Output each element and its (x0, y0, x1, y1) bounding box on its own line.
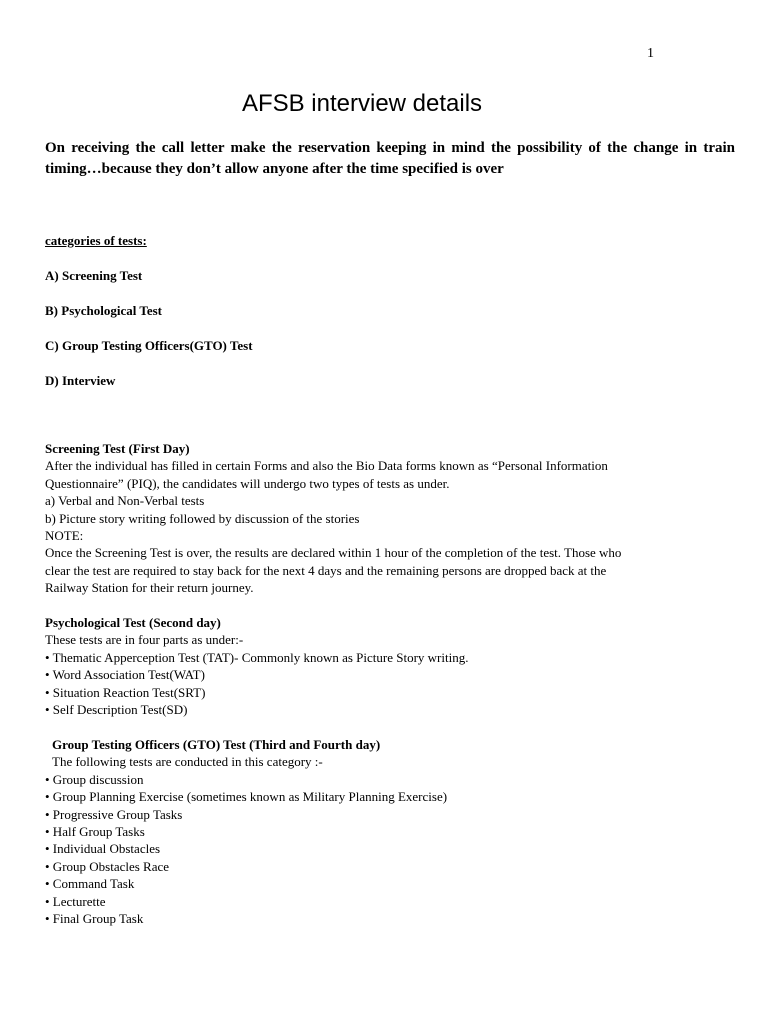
body-line: These tests are in four parts as under:- (45, 632, 244, 648)
list-item: • Final Group Task (45, 911, 144, 927)
list-item: • Progressive Group Tasks (45, 806, 183, 822)
body-line: NOTE: (45, 528, 84, 544)
list-item: • Thematic Apperception Test (TAT)- Commonly known as Picture Story writing. (45, 649, 469, 665)
list-item: • Group discussion (45, 771, 144, 787)
category-item: C) Group Testing Officers(GTO) Test (45, 338, 253, 353)
list-item: • Group Obstacles Race (45, 858, 170, 874)
categories-list (45, 232, 735, 389)
list-item: • Word Association Test(WAT) (45, 667, 205, 683)
category-item: D) Interview (45, 373, 116, 388)
list-item: • Lecturette (45, 893, 106, 909)
screening-test-section (45, 440, 745, 597)
body-line: Railway Station for their return journey. (45, 580, 254, 596)
intro-paragraph: On receiving the call letter make the reservation keeping in mind the possibility of the change in train timing…because they don’t allow anyone after the time specified is over (45, 140, 735, 177)
body-line: Questionnaire” (PIQ), the candidates will undergo two types of tests as under. (45, 475, 450, 491)
categories-heading: categories of tests: (45, 233, 147, 248)
page-number: 1 (647, 46, 654, 61)
list-item: • Individual Obstacles (45, 841, 161, 857)
body-line: The following tests are conducted in this category :- (52, 754, 323, 770)
psychological-test-section (45, 614, 745, 718)
body-line: a) Verbal and Non-Verbal tests (45, 493, 205, 509)
body-line: After the individual has filled in certain Forms and also the Bio Data forms known as “Personal Information (45, 458, 608, 474)
list-item: • Group Planning Exercise (sometimes known as Military Planning Exercise) (45, 789, 448, 805)
section-heading: Psychological Test (Second day) (45, 615, 221, 630)
section-heading: Screening Test (First Day) (45, 441, 190, 456)
section-heading: Group Testing Officers (GTO) Test (Third and Fourth day) (52, 737, 381, 752)
body-line: clear the test are required to stay back for the next 4 days and the remaining persons are dropped back at the (45, 562, 607, 578)
body-line: b) Picture story writing followed by discussion of the stories (45, 510, 360, 526)
list-item: • Command Task (45, 876, 135, 892)
list-item: • Self Description Test(SD) (45, 702, 188, 718)
gto-test-section (45, 736, 745, 927)
list-item: • Situation Reaction Test(SRT) (45, 684, 206, 700)
document-title: AFSB interview details (241, 90, 483, 117)
list-item: • Half Group Tasks (45, 824, 145, 840)
body-line: Once the Screening Test is over, the results are declared within 1 hour of the completion of the test. Those who (45, 545, 622, 561)
category-item: A) Screening Test (45, 268, 143, 283)
category-item: B) Psychological Test (45, 303, 163, 318)
